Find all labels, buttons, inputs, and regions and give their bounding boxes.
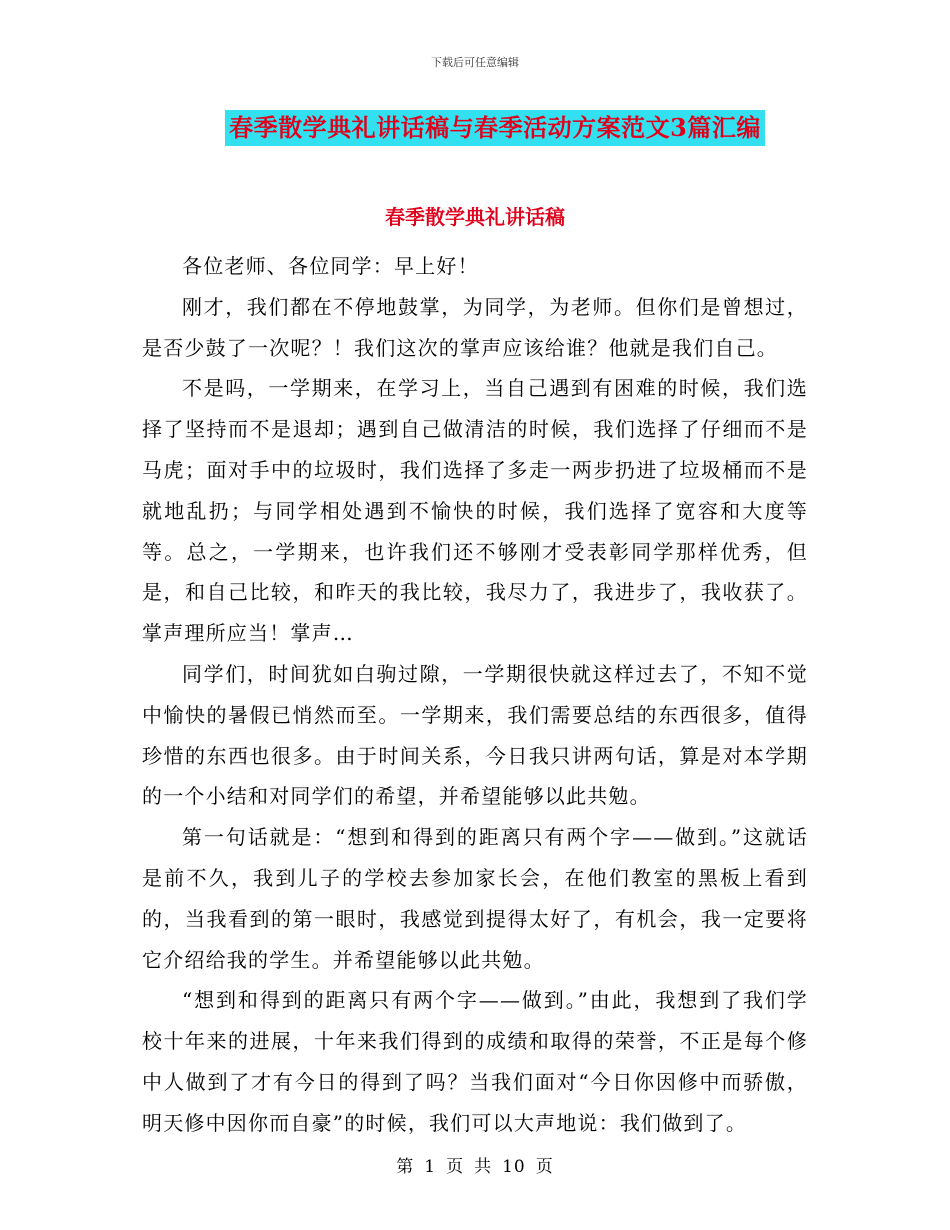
paragraph-greeting: 各位老师、各位同学：早上好！: [182, 254, 479, 278]
page-footer: [0, 1152, 950, 1177]
document-title: 春季散学典礼讲话稿与春季活动方案范文3篇汇编: [225, 110, 765, 146]
paragraph: 刚才，我们都在不停地鼓掌，为同学，为老师。但你们是曾想过，是否少鼓了一次呢？！我们这次的掌声应该给谁？他就是我们自己。: [142, 294, 808, 360]
current-page-number: 1: [424, 1157, 437, 1177]
total-unit-label: 页: [535, 1157, 554, 1177]
paragraph: “想到和得到的距离只有两个字——做到。”由此，我想到了我们学校十年来的进展，十年来我们得到的成绩和取得的荣誉，不正是每个修中人做到了才有今日的得到了吗？当我们面对“今日你因修中而骄傲，明天修中因你而自豪”的时候，我们可以大声地说：我们做到了。: [142, 988, 808, 1135]
document-body: [142, 246, 808, 1144]
total-pages-number: 10: [502, 1157, 526, 1177]
document-title-container: [0, 110, 950, 146]
paragraph: 同学们，时间犹如白驹过隙，一学期很快就这样过去了，不知不觉中愉快的暑假已悄然而至。一学期来，我们需要总结的东西很多，值得珍惜的东西也很多。由于时间关系，今日我只讲两句话，算是对本学期的一个小结和对同学们的希望，并希望能够以此共勉。: [142, 661, 808, 809]
paragraph: 不是吗，一学期来，在学习上，当自己遇到有困难的时候，我们选择了坚持而不是退却；遇到自己做清洁的时候，我们选择了仔细而不是马虎；面对手中的垃圾时，我们选择了多走一两步扔进了垃圾桶而不是就地乱扔；与同学相处遇到不愉快的时候，我们选择了宽容和大度等等。总之，一学期来，也许我们还不够刚才受表彰同学那样优秀，但是，和自己比较，和昨天的我比较，我尽力了，我进步了，我收获了。掌声理所应当！掌声…: [142, 376, 808, 646]
section-title: 春季散学典礼讲话稿: [385, 205, 565, 229]
page-label: 第: [396, 1157, 415, 1177]
paragraph: 第一句话就是：“想到和得到的距离只有两个字——做到。”这就话是前不久，我到儿子的学校去参加家长会，在他们教室的黑板上看到的，当我看到的第一眼时，我感觉到提得太好了，有机会，我一定要将它介绍给我的学生。并希望能够以此共勉。: [142, 825, 808, 972]
page-unit-label: 页: [446, 1157, 465, 1177]
total-label: 共: [474, 1157, 493, 1177]
header-note: 下载后可任意编辑: [431, 56, 519, 69]
